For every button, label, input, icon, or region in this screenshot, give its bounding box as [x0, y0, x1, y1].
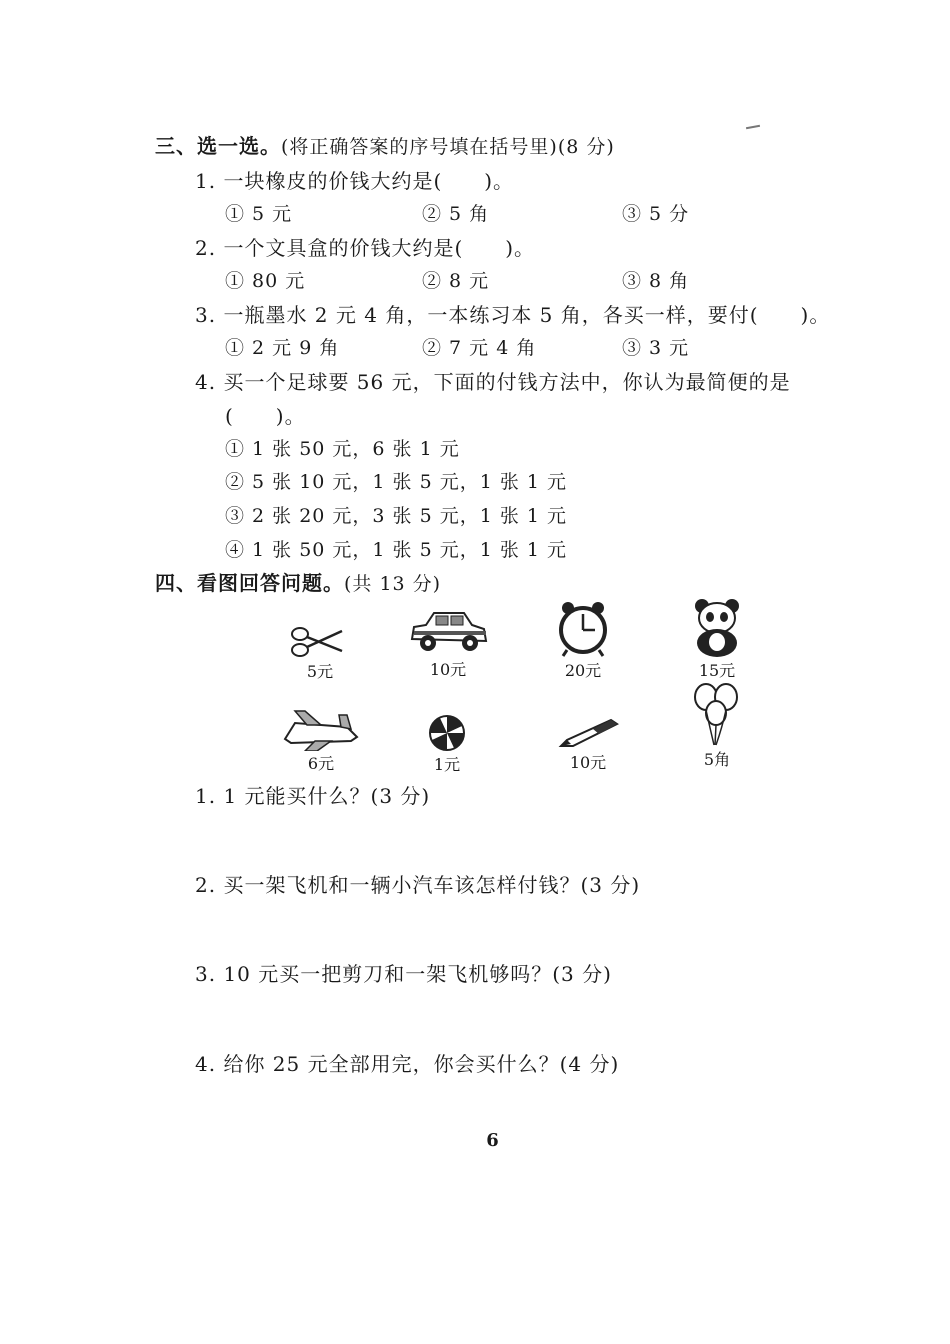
option: ① 2 元 9 角: [225, 337, 340, 359]
question-3-4-cont: ( )。: [225, 404, 306, 428]
scan-mark: [746, 125, 760, 129]
option: ① 1 张 50 元，6 张 1 元: [225, 438, 460, 460]
balloons-icon: [692, 683, 742, 747]
option: ③ 2 张 20 元，3 张 5 元，1 张 1 元: [225, 505, 568, 527]
item-scissors: [265, 625, 375, 682]
option: ④ 1 张 50 元，1 张 5 元，1 张 1 元: [225, 539, 568, 561]
section-4-title: [155, 567, 441, 596]
option: ② 5 张 10 元，1 张 5 元，1 张 1 元: [225, 471, 568, 493]
price-label: 6元: [307, 754, 335, 773]
option: ② 5 角: [422, 203, 490, 225]
car-icon: [406, 605, 490, 657]
price-label: 20元: [564, 661, 602, 680]
scissors-icon: [290, 625, 350, 659]
section-3-note: (将正确答案的序号填在括号里)(8 分): [281, 136, 615, 158]
question-3-1: 1. 一块橡皮的价钱大约是( )。: [195, 169, 515, 193]
question-4-2: 2. 买一架飞机和一辆小汽车该怎样付钱？(3 分): [195, 873, 641, 897]
price-label: 10元: [569, 753, 607, 772]
item-car: [393, 605, 503, 680]
question-4-4: 4. 给你 25 元全部用完，你会买什么？(4 分): [195, 1052, 620, 1076]
item-balloons: [662, 683, 772, 770]
price-label: 5元: [306, 662, 334, 681]
airplane-icon: [281, 707, 361, 751]
price-label: 10元: [429, 660, 467, 679]
question-3-2: 2. 一个文具盒的价钱大约是( )。: [195, 236, 536, 260]
item-pen: [533, 716, 643, 773]
item-panda: [662, 598, 772, 681]
option: ① 80 元: [225, 270, 306, 292]
option: ③ 8 角: [622, 270, 690, 292]
option: ③ 3 元: [622, 337, 690, 359]
section-4-note: (共 13 分): [344, 573, 442, 595]
item-pinwheel: [392, 714, 502, 775]
item-alarm-clock: [528, 600, 638, 681]
section-4-heading: 四、看图回答问题。: [155, 571, 344, 595]
question-3-3: 3. 一瓶墨水 2 元 4 角，一本练习本 5 角，各买一样，要付( )。: [195, 303, 831, 327]
price-label: 1元: [433, 755, 461, 774]
question-4-1: 1. 1 元能买什么？(3 分): [195, 784, 431, 808]
section-3-heading: 三、选一选。: [155, 134, 281, 158]
section-3-title: [155, 130, 615, 159]
alarm-clock-icon: [553, 600, 613, 658]
item-airplane: [266, 707, 376, 774]
pinwheel-icon: [428, 714, 466, 752]
option: ③ 5 分: [622, 203, 690, 225]
price-label: 15元: [698, 661, 736, 680]
option: ① 5 元: [225, 203, 293, 225]
option: ② 8 元: [422, 270, 490, 292]
option: ② 7 元 4 角: [422, 337, 537, 359]
page-number: 6: [486, 1130, 499, 1151]
question-4-3: 3. 10 元买一把剪刀和一架飞机够吗？(3 分): [195, 962, 612, 986]
panda-icon: [690, 598, 744, 658]
price-label: 5角: [703, 750, 731, 769]
question-3-4: 4. 买一个足球要 56 元，下面的付钱方法中，你认为最简便的是: [195, 370, 791, 394]
pen-icon: [555, 716, 621, 750]
